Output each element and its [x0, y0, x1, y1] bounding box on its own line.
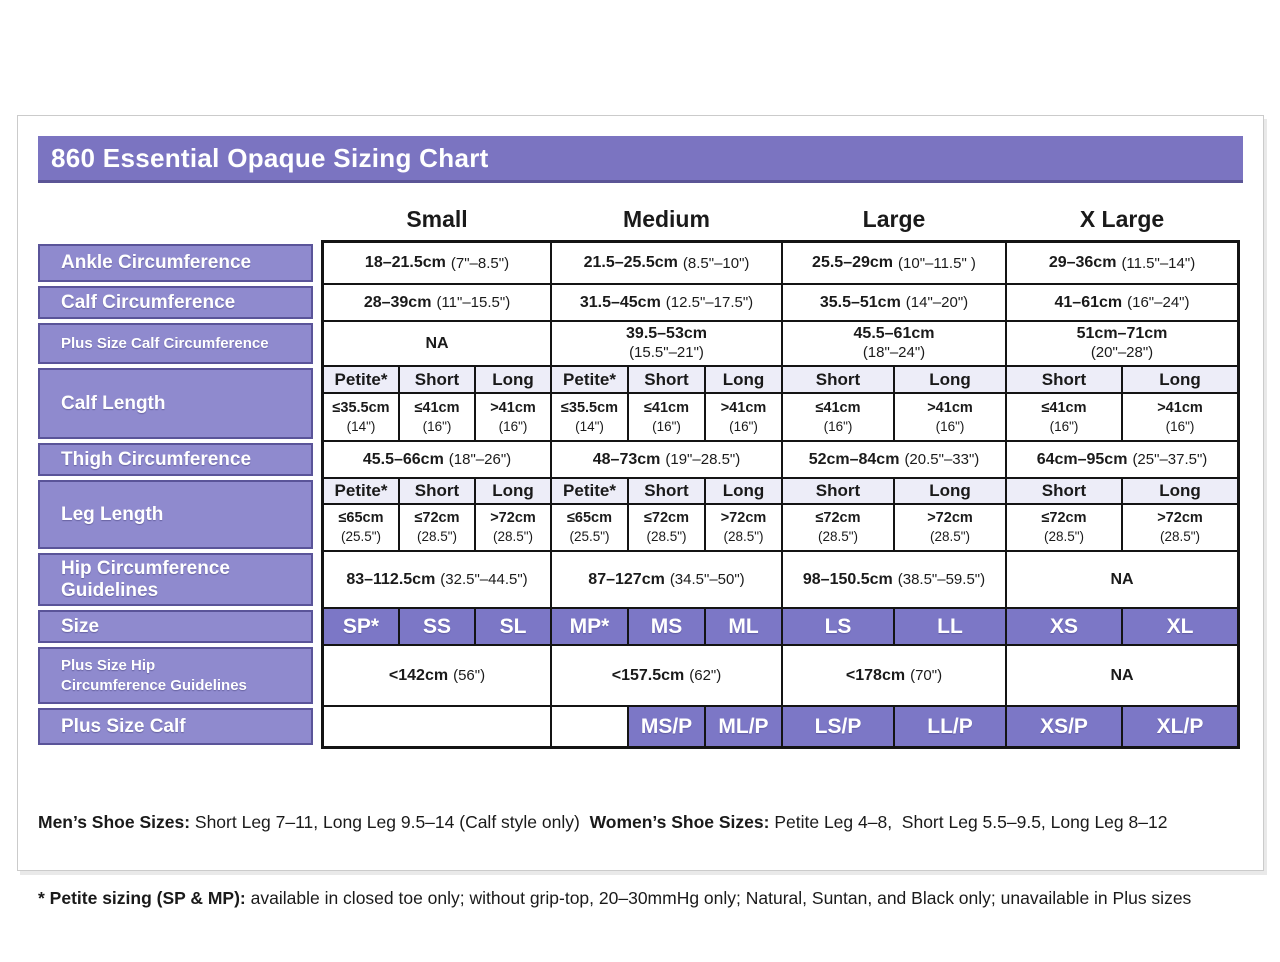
size-cell-ms: MS — [629, 609, 704, 644]
cm-value: 98–150.5cm — [802, 570, 893, 588]
subheader-long: Long — [476, 479, 550, 503]
subheader-long: Long — [1123, 367, 1237, 392]
cm-value: 64cm–95cm — [1036, 450, 1128, 468]
cell-calf-length-short — [400, 394, 474, 440]
inch-value: (28.5") — [817, 529, 859, 545]
inch-value: (20.5"–33") — [904, 451, 980, 468]
column-header-xlarge: X Large — [1079, 205, 1165, 232]
cell-ankle-medium — [552, 243, 781, 283]
plus-calf-cell-mlp: ML/P — [706, 707, 781, 746]
cm-value: >72cm — [1157, 510, 1203, 527]
row-label-plus-size-calf: Plus Size Calf — [38, 708, 313, 745]
subheader-short: Short — [783, 367, 893, 392]
inch-value: (20"–28") — [1090, 344, 1154, 362]
cell-thigh-medium — [552, 442, 781, 477]
cm-value: <157.5cm — [611, 666, 685, 684]
cell-leg-length-short — [629, 505, 704, 550]
sizing-table — [38, 197, 1240, 746]
cell-calf-medium — [552, 285, 781, 320]
cm-value: ≤41cm — [643, 399, 690, 416]
cell-plus-hip-xlarge — [1007, 646, 1237, 705]
cell-leg-length-long — [476, 505, 550, 550]
inch-value: (28.5") — [1159, 529, 1201, 545]
inch-value: (25.5") — [340, 529, 382, 545]
cm-value: 45.5–61cm — [853, 325, 935, 343]
size-cell-ll: LL — [895, 609, 1005, 644]
inch-value: (16") — [498, 418, 528, 434]
subheader-long: Long — [895, 479, 1005, 503]
cell-plus-calf-small-empty — [324, 707, 550, 746]
row-label-size: Size — [38, 610, 313, 643]
cell-calf-length-long — [895, 394, 1005, 440]
inch-value: (14") — [575, 418, 604, 434]
cell-thigh-large — [783, 442, 1005, 477]
cell-thigh-xlarge — [1007, 442, 1237, 477]
cm-value: >72cm — [490, 510, 536, 527]
plus-calf-cell-llp: LL/P — [895, 707, 1005, 746]
inch-value: (16") — [1049, 418, 1079, 434]
cm-value: ≤65cm — [338, 510, 384, 527]
inch-value: (16") — [1165, 418, 1195, 434]
inch-value: (70") — [910, 667, 943, 684]
subheader-long: Long — [706, 479, 781, 503]
inch-value: (16") — [935, 418, 965, 434]
cell-plus-hip-large — [783, 646, 1005, 705]
size-cell-mp: MP* — [552, 609, 627, 644]
subheader-petite: Petite* — [324, 479, 398, 503]
cell-plus-calf-circ-xlarge — [1007, 322, 1237, 365]
cm-value: 45.5–66cm — [362, 450, 444, 468]
column-header-large: Large — [862, 205, 926, 232]
size-cell-sl: SL — [476, 609, 550, 644]
cm-value: <142cm — [388, 666, 449, 684]
subheader-short: Short — [400, 479, 474, 503]
cell-leg-length-long — [895, 505, 1005, 550]
cm-value: 83–112.5cm — [346, 570, 436, 588]
cell-leg-length-short — [783, 505, 893, 550]
cell-calf-length-petite — [552, 394, 627, 440]
inch-value: (18"–24") — [862, 344, 926, 362]
cell-calf-length-petite — [324, 394, 398, 440]
na-value: NA — [1110, 570, 1134, 588]
cell-plus-hip-medium — [552, 646, 781, 705]
inch-value: (11.5"–14") — [1121, 254, 1196, 272]
subheader-short: Short — [1007, 367, 1121, 392]
row-label-line: Hip Circumference — [61, 557, 230, 579]
cm-value: 51cm–71cm — [1076, 325, 1168, 343]
cell-calf-xlarge — [1007, 285, 1237, 320]
na-value: NA — [1110, 666, 1134, 684]
inch-value: (32.5"–44.5") — [440, 571, 528, 588]
subheader-short: Short — [783, 479, 893, 503]
size-cell-ml: ML — [706, 609, 781, 644]
petite-sizing-note — [38, 886, 1243, 911]
cm-value: 31.5–45cm — [579, 293, 661, 311]
size-cell-ls: LS — [783, 609, 893, 644]
cell-hip-large — [783, 552, 1005, 607]
inch-value: (16"–24") — [1127, 294, 1190, 311]
cm-value: 39.5–53cm — [626, 325, 707, 343]
cell-ankle-xlarge — [1007, 243, 1237, 283]
inch-value: (28.5") — [1043, 529, 1085, 545]
cell-plus-calf-circ-large — [783, 322, 1005, 365]
cm-value: 35.5–51cm — [819, 293, 901, 311]
subheader-petite: Petite* — [552, 479, 627, 503]
inch-value: (38.5"–59.5") — [897, 571, 986, 588]
inch-value: (28.5") — [723, 529, 764, 545]
plus-calf-cell-xsp: XS/P — [1007, 707, 1121, 746]
row-label-thigh-circumference: Thigh Circumference — [38, 443, 313, 476]
cm-value: >72cm — [720, 510, 767, 527]
petite-sizing-label: * Petite sizing (SP & MP): — [38, 887, 246, 908]
womens-shoe-sizes-text: Petite Leg 4–8, Short Leg 5.5–9.5, Long Leg 8–12 — [769, 811, 1168, 832]
subheader-long: Long — [706, 367, 781, 392]
cell-hip-medium — [552, 552, 781, 607]
cm-value: ≤35.5cm — [332, 399, 390, 416]
cm-value: ≤41cm — [1041, 399, 1087, 416]
inch-value: (12.5"–17.5") — [665, 294, 754, 311]
size-cell-sp: SP* — [324, 609, 398, 644]
cell-calf-length-long — [706, 394, 781, 440]
column-header-small: Small — [406, 205, 468, 232]
cell-leg-length-long — [1123, 505, 1237, 550]
cell-calf-length-short — [783, 394, 893, 440]
cm-value: >41cm — [927, 399, 973, 416]
inch-value: (7"–8.5") — [450, 254, 510, 272]
cell-plus-calf-medium-petite-empty — [552, 707, 627, 746]
inch-value: (28.5") — [416, 529, 458, 545]
cell-ankle-small — [324, 243, 550, 283]
inch-value: (56") — [453, 667, 486, 684]
inch-value: (16") — [729, 418, 758, 434]
cell-calf-length-short — [1007, 394, 1121, 440]
cell-leg-length-petite — [324, 505, 398, 550]
inch-value: (25.5") — [569, 529, 610, 545]
row-label-plus-size-hip-guidelines — [38, 647, 313, 704]
inch-value: (14"–20") — [905, 294, 969, 311]
inch-value: (28.5") — [646, 529, 687, 545]
cm-value: 25.5–29cm — [812, 254, 894, 271]
cm-value: 52cm–84cm — [808, 450, 900, 468]
cell-hip-small — [324, 552, 550, 607]
cm-value: <178cm — [845, 666, 906, 684]
inch-value: (28.5") — [929, 529, 971, 545]
cm-value: ≤72cm — [1041, 510, 1087, 527]
row-label-calf-length: Calf Length — [38, 368, 313, 439]
row-label-ankle-circumference: Ankle Circumference — [38, 244, 313, 282]
row-label-leg-length: Leg Length — [38, 480, 313, 549]
cm-value: 28–39cm — [363, 293, 432, 311]
subheader-short: Short — [629, 367, 704, 392]
cell-plus-calf-circ-medium — [552, 322, 781, 365]
inch-value: (18"–26") — [448, 451, 512, 468]
cm-value: ≤72cm — [414, 510, 460, 527]
cm-value: ≤72cm — [643, 510, 690, 527]
cell-thigh-small — [324, 442, 550, 477]
cm-value: 48–73cm — [592, 450, 661, 468]
mens-shoe-sizes-text: Short Leg 7–11, Long Leg 9.5–14 (Calf style only) — [190, 811, 590, 832]
inch-value: (16") — [823, 418, 853, 434]
row-label-plus-size-calf-circumference: Plus Size Calf Circumference — [38, 323, 313, 364]
subheader-short: Short — [629, 479, 704, 503]
cm-value: 41–61cm — [1054, 293, 1123, 311]
inch-value: (25"–37.5") — [1132, 451, 1208, 468]
na-value: NA — [425, 334, 449, 352]
cell-hip-xlarge — [1007, 552, 1237, 607]
inch-value: (11"–15.5") — [436, 294, 511, 311]
row-label-line: Guidelines — [61, 579, 159, 601]
subheader-long: Long — [1123, 479, 1237, 503]
row-label-line: Circumference Guidelines — [61, 676, 247, 694]
column-header-medium: Medium — [623, 205, 710, 232]
inch-value: (15.5"–21") — [629, 344, 704, 362]
size-cell-ss: SS — [400, 609, 474, 644]
cell-leg-length-petite — [552, 505, 627, 550]
inch-value: (34.5"–50") — [669, 571, 745, 588]
cm-value: ≤35.5cm — [560, 399, 619, 416]
inch-value: (10"–11.5" ) — [898, 254, 976, 272]
cm-value: 29–36cm — [1048, 254, 1117, 271]
cm-value: 21.5–25.5cm — [583, 254, 678, 271]
cell-plus-hip-small — [324, 646, 550, 705]
petite-sizing-text: available in closed toe only; without grip-top, 20–30mmHg only; Natural, Suntan, and Black only; unavailable in Plus sizes — [245, 887, 1192, 908]
plus-calf-cell-msp: MS/P — [629, 707, 704, 746]
cell-ankle-large — [783, 243, 1005, 283]
inch-value: (19"–28.5") — [665, 451, 741, 468]
cm-value: >41cm — [720, 399, 767, 416]
row-label-calf-circumference: Calf Circumference — [38, 286, 313, 319]
womens-shoe-sizes-label: Women’s Shoe Sizes: — [589, 811, 770, 832]
inch-value: (14") — [346, 418, 376, 434]
cell-calf-length-long — [476, 394, 550, 440]
cm-value: 87–127cm — [588, 570, 665, 588]
chart-title: 860 Essential Opaque Sizing Chart — [38, 136, 1243, 180]
inch-value: (8.5"–10") — [682, 254, 750, 272]
subheader-petite: Petite* — [552, 367, 627, 392]
inch-value: (16") — [652, 418, 681, 434]
mens-shoe-sizes-label: Men’s Shoe Sizes: — [38, 811, 191, 832]
cm-value: ≤72cm — [815, 510, 861, 527]
cm-value: ≤41cm — [815, 399, 861, 416]
plus-calf-cell-xlp: XL/P — [1123, 707, 1237, 746]
size-cell-xs: XS — [1007, 609, 1121, 644]
row-label-hip-circumference-guidelines — [38, 553, 313, 606]
cell-calf-small — [324, 285, 550, 320]
footnotes — [38, 759, 1243, 962]
subheader-petite: Petite* — [324, 367, 398, 392]
cm-value: >41cm — [1157, 399, 1203, 416]
subheader-long: Long — [895, 367, 1005, 392]
row-label-line: Plus Size Hip — [61, 657, 156, 674]
shoe-sizes-note — [38, 810, 1243, 835]
inch-value: (62") — [689, 667, 722, 684]
cell-leg-length-short — [1007, 505, 1121, 550]
cell-leg-length-long — [706, 505, 781, 550]
cell-calf-length-short — [629, 394, 704, 440]
plus-calf-cell-lsp: LS/P — [783, 707, 893, 746]
cm-value: >72cm — [927, 510, 973, 527]
subheader-short: Short — [1007, 479, 1121, 503]
inch-value: (16") — [422, 418, 452, 434]
cm-value: 18–21.5cm — [364, 254, 446, 271]
cell-plus-calf-circ-small — [324, 322, 550, 365]
cm-value: >41cm — [490, 399, 536, 416]
subheader-short: Short — [400, 367, 474, 392]
cell-calf-length-long — [1123, 394, 1237, 440]
cell-calf-large — [783, 285, 1005, 320]
inch-value: (28.5") — [492, 529, 534, 545]
cell-leg-length-short — [400, 505, 474, 550]
cm-value: ≤41cm — [414, 399, 460, 416]
size-cell-xl: XL — [1123, 609, 1237, 644]
subheader-long: Long — [476, 367, 550, 392]
cm-value: ≤65cm — [566, 510, 613, 527]
sizing-chart-card — [17, 115, 1264, 908]
